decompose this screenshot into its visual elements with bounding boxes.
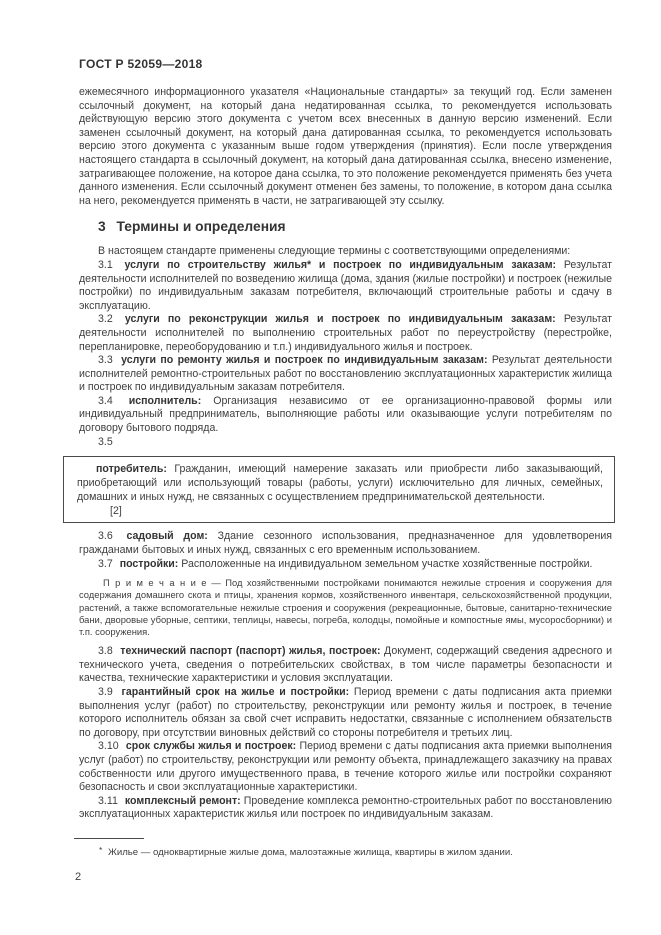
term-name: услуги по ремонту жилья и построек по индивидуальным заказам: — [121, 354, 488, 367]
term-definition: Документ, содержащий сведения адресного и технического учета, сведения о потребительских свойствах, в том числе параметры безопасности и качества, технические характеристики и условия эксплуатации. — [79, 645, 612, 685]
term-definition: Организация независимо от ее организационно-правовой формы или индивидуальный предприниматель, выполняющие работы или оказывающие услуги потребителям по договору бытового подряда. — [79, 394, 612, 435]
footnote-rule — [74, 838, 144, 839]
boxed-definition-text — [77, 463, 603, 504]
section-heading — [98, 219, 612, 234]
term-definition: Расположенные на индивидуальном земельном участке хозяйственные постройки. — [181, 557, 593, 570]
term-name: комплексный ремонт: — [124, 794, 241, 807]
paragraph-references-continuation: ежемесячного информационного указателя «Национальные стандарты» за текущий год. Если заменен ссылочный документ, на который дана недатированная ссылка, то рекомендуется использовать действующую версию этого документа с учетом всех внесенных в данную версию изменений. Если заменен ссылочный документ, на который дана датированная ссылка, то рекомендуется использовать версию этого документа с указанным выше годом утверждения (принятия). Если после утверждения настоящего стандарта в ссылочный документ, на который дана датированная ссылка, внесено изменение, затрагивающее положение, на которое дана ссылка, то это положение рекомендуется применять без учета данного изменения. Если ссылочный документ отменен без замены, то положение, в котором дана ссылка на него, рекомендуется применять в части, не затрагивающей эту ссылку. — [79, 86, 612, 207]
term-3-8 — [79, 645, 612, 686]
note-text: — Под хозяйственными постройками понимаются нежилые строения и сооружения для содержания домашнего скота и птицы, хранения кормов, хозяйственного инвентаря, сельскохозяйственной продукции, растений, а также вспомогательные нежилые строения и сооружения (рекреационные, бытовые, санитарно-технические бани, дворовые уборные, септики, теплицы, навесы, погреба, колодцы, помойные и компостные ямы, мусоросборники) и т.п. сооружения. — [79, 577, 612, 638]
term-number: 3.4 — [98, 394, 113, 407]
term-3-7 — [79, 558, 612, 572]
term-number: 3.2 — [98, 313, 113, 326]
running-header: ГОСТ Р 52059—2018 — [79, 57, 203, 71]
footnote-marker: * — [99, 844, 103, 855]
section-number: 3 — [98, 219, 106, 235]
term-number: 3.11 — [98, 794, 118, 807]
term-number: 3.10 — [98, 740, 119, 753]
term-3-11 — [79, 795, 612, 822]
footnote — [79, 844, 612, 860]
term-number: 3.6 — [98, 530, 113, 543]
section-title-text: Термины и определения — [116, 219, 286, 235]
term-3-6 — [79, 530, 612, 557]
term-definition: Гражданин, имеющий намерение заказать или приобрести либо заказывающий, приобретающий или использующий товары (работы, услуги) исключительно для личных, семейных, домашних и иных нужд, не связанных с осуществлением предпринимательской деятельности. — [77, 463, 603, 503]
term-definition: Результат деятельности исполнителей по выполнению строительных работ по переустройству (перестройке, перепланировке, переоборудованию и т.п.) индивидуального жилья и построек. — [79, 313, 612, 353]
term-name: услуги по строительству жилья* и построек по индивидуальным заказам: — [124, 258, 557, 271]
term-definition: Здание сезонного использования, предназначенное для удовлетворения гражданами бытовых и иных нужд, связанных с его временным использованием. — [79, 530, 612, 557]
term-number: 3.7 — [98, 557, 113, 570]
note-paragraph — [79, 577, 612, 638]
term-number: 3.8 — [98, 645, 113, 658]
term-3-2 — [79, 313, 612, 354]
term-3-3 — [79, 354, 612, 395]
term-name: срок службы жилья и построек: — [125, 740, 297, 753]
term-3-4 — [79, 395, 612, 436]
term-name: услуги по реконструкции жилья и построек по индивидуальным заказам: — [124, 313, 556, 326]
term-definition: Результат деятельности исполнителей ремонтно-строительных работ по восстановлению эксплуатационных характеристик жилища и построек по индивидуальным заказам потребителя. — [79, 354, 612, 394]
term-name: технический паспорт (паспорт) жилья, построек: — [120, 645, 381, 658]
term-3-10 — [79, 740, 612, 794]
page-number: 2 — [75, 871, 82, 884]
term-definition: Проведение комплекса ремонтно-строительных работ по восстановлению эксплуатационных характеристик жилья или построек по индивидуальным заказам. — [79, 794, 612, 821]
section-lead: В настоящем стандарте применены следующие термины с соответствующими определениями: — [98, 245, 571, 258]
term-name: потребитель: — [96, 463, 167, 476]
term-number: 3.5 — [98, 435, 113, 448]
term-3-1 — [79, 259, 612, 313]
term-definition: Период времени с даты подписания акта приемки выполнения услуг (работ) по строительству, реконструкции или ремонту объекта, принадлежащего заказчику на правах собственности или другого имущественного права, в течение которого жилье или постройки сохраняют безопасность и свои эксплуатационные характеристики. — [79, 740, 612, 794]
term-number: 3.3 — [98, 354, 113, 367]
boxed-definition-reference: [2] — [110, 504, 122, 517]
term-definition: Результат деятельности исполнителей по возведению жилища (дома, здания (жилые постройки) и построек (нежилые постройки) по индивидуальным заказам потребителя, включающий строительные работы и сдачу в эксплуатацию. — [79, 258, 612, 312]
term-name: постройки: — [119, 557, 179, 570]
term-name: гарантийный срок на жилье и постройки: — [121, 686, 350, 699]
term-number: 3.1 — [98, 258, 113, 271]
note-label: П р и м е ч а н и е — [103, 577, 207, 589]
boxed-definition — [63, 456, 615, 523]
term-3-9 — [79, 686, 612, 740]
term-name: садовый дом: — [126, 530, 208, 543]
term-number: 3.9 — [98, 686, 113, 699]
term-3-5-number — [79, 436, 612, 450]
footnote-text: Жилье — одноквартирные жилые дома, малоэтажные жилища, квартиры в жилом здании. — [107, 846, 513, 858]
term-name: исполнитель: — [128, 394, 202, 407]
term-definition: Период времени с даты подписания акта приемки выполнения услуг (работ) по строительству, реконструкции или ремонту жилья и построек, в течение которого исполнитель обязан за свой счет исправить недостатки, связанные с исполнением обязательств по договору, при отсутствии виновных действий со стороны потребителя и третьих лиц. — [79, 686, 612, 739]
